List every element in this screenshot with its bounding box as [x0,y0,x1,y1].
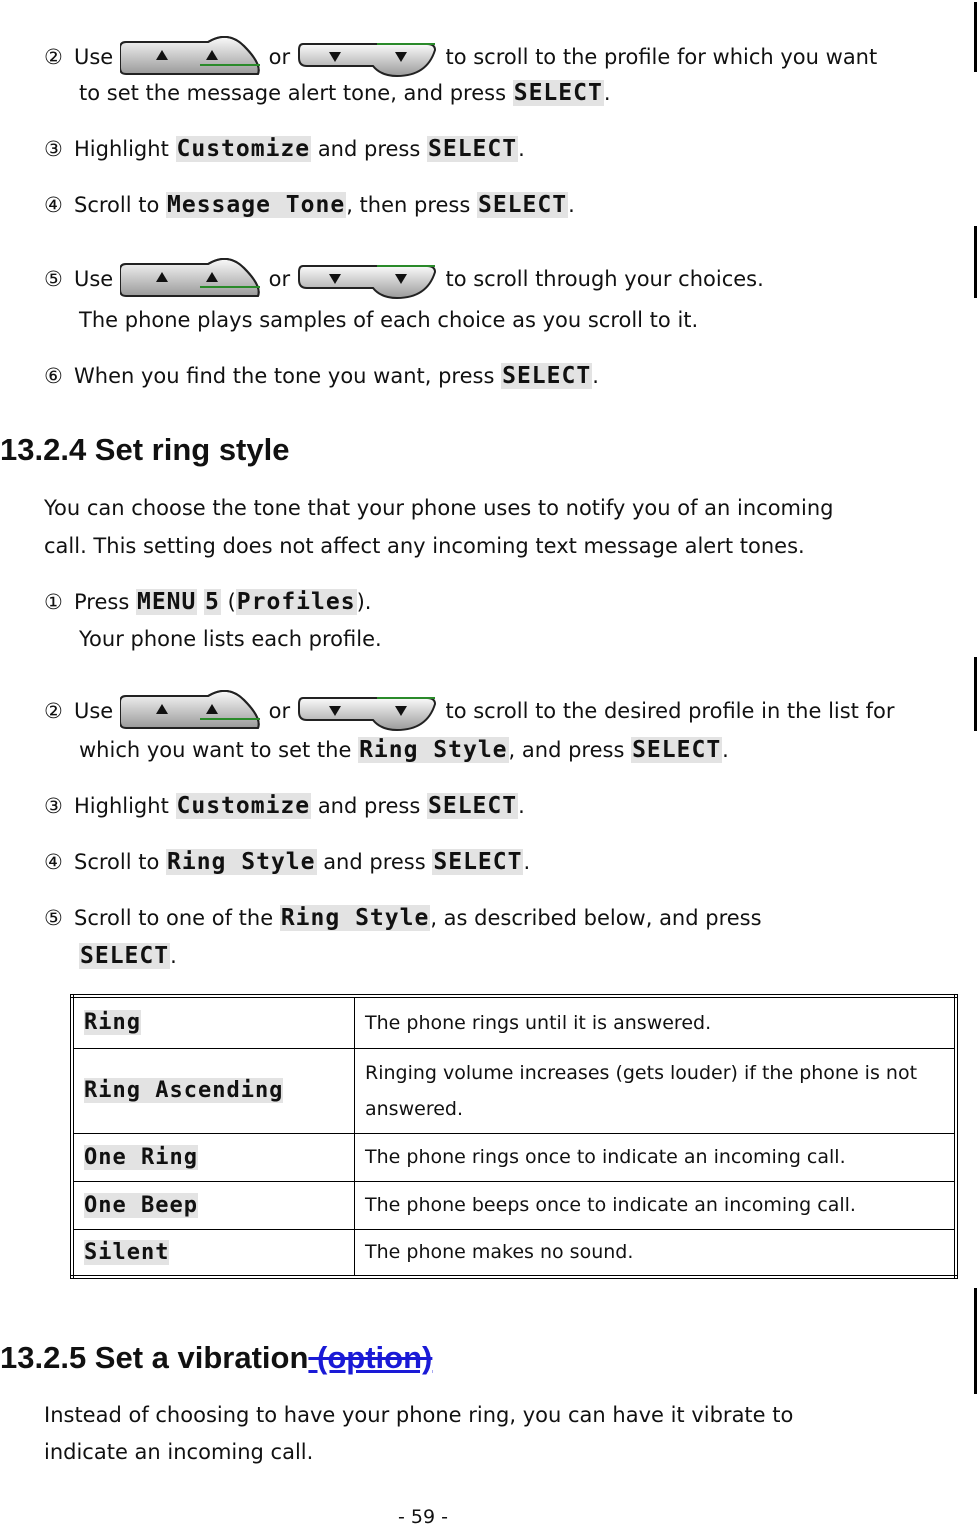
step-3: ③ Highlight Customize and press SELECT. [44,136,525,162]
change-bar [974,226,977,298]
step-5-note: The phone plays samples of each choice as you scroll to it. [79,308,699,332]
step-5: ⑤ Use or to scroll through your choices. [44,258,764,302]
step-1-note: Your phone lists each profile. [79,627,382,651]
page-number: - 59 - [398,1506,448,1528]
down-button-icon [297,36,439,80]
table-row: One Beep The phone beeps once to indicate an incoming call. [72,1181,956,1229]
step-1: ① Press MENU 5 (Profiles). [44,589,372,615]
table-row: One Ring The phone rings once to indicate an incoming call. [72,1133,956,1181]
change-bar [974,657,977,731]
section-heading: 13.2.5 Set a vibration (option) [0,1340,433,1375]
down-button-icon [297,258,439,302]
table-row: Silent The phone makes no sound. [72,1229,956,1277]
paragraph: call. This setting does not affect any incoming text message alert tones. [44,534,805,558]
step-4: ④ Scroll to Message Tone, then press SELECT. [44,192,575,218]
paragraph: indicate an incoming call. [44,1440,314,1464]
section-heading: 13.2.4 Set ring style [0,432,290,467]
paragraph: You can choose the tone that your phone uses to notify you of an incoming [44,496,834,520]
step-3: ③ Highlight Customize and press SELECT. [44,793,525,819]
step-5-line2: SELECT. [80,943,177,969]
up-button-icon [120,258,262,302]
step-6: ⑥ When you find the tone you want, press SELECT. [44,363,599,389]
step-2-line2: to set the message alert tone, and press SELECT. [79,80,611,106]
table-row: Ring Ascending Ringing volume increases (gets louder) if the phone is not answered. [72,1048,956,1133]
up-button-icon [120,690,262,734]
step-5: ⑤ Scroll to one of the Ring Style, as described below, and press [44,905,762,931]
down-button-icon [297,690,439,734]
step-4: ④ Scroll to Ring Style and press SELECT. [44,849,531,875]
option-tag: (option) [308,1340,433,1375]
paragraph: Instead of choosing to have your phone ring, you can have it vibrate to [44,1403,794,1427]
step-2: ② Use or to scroll to the desired profile in the list for [44,690,894,734]
step-2-line2: which you want to set the Ring Style, and press SELECT. [79,737,729,763]
select-key: SELECT [513,80,603,106]
step-marker: ② [44,45,63,69]
step-2: ② Use or to scroll to the profile for which you want [44,36,877,80]
change-bar [974,1288,977,1394]
up-button-icon [120,36,262,80]
change-bar [974,2,977,72]
table-row: Ring The phone rings until it is answered. [72,996,956,1048]
ring-style-table [70,994,958,1279]
